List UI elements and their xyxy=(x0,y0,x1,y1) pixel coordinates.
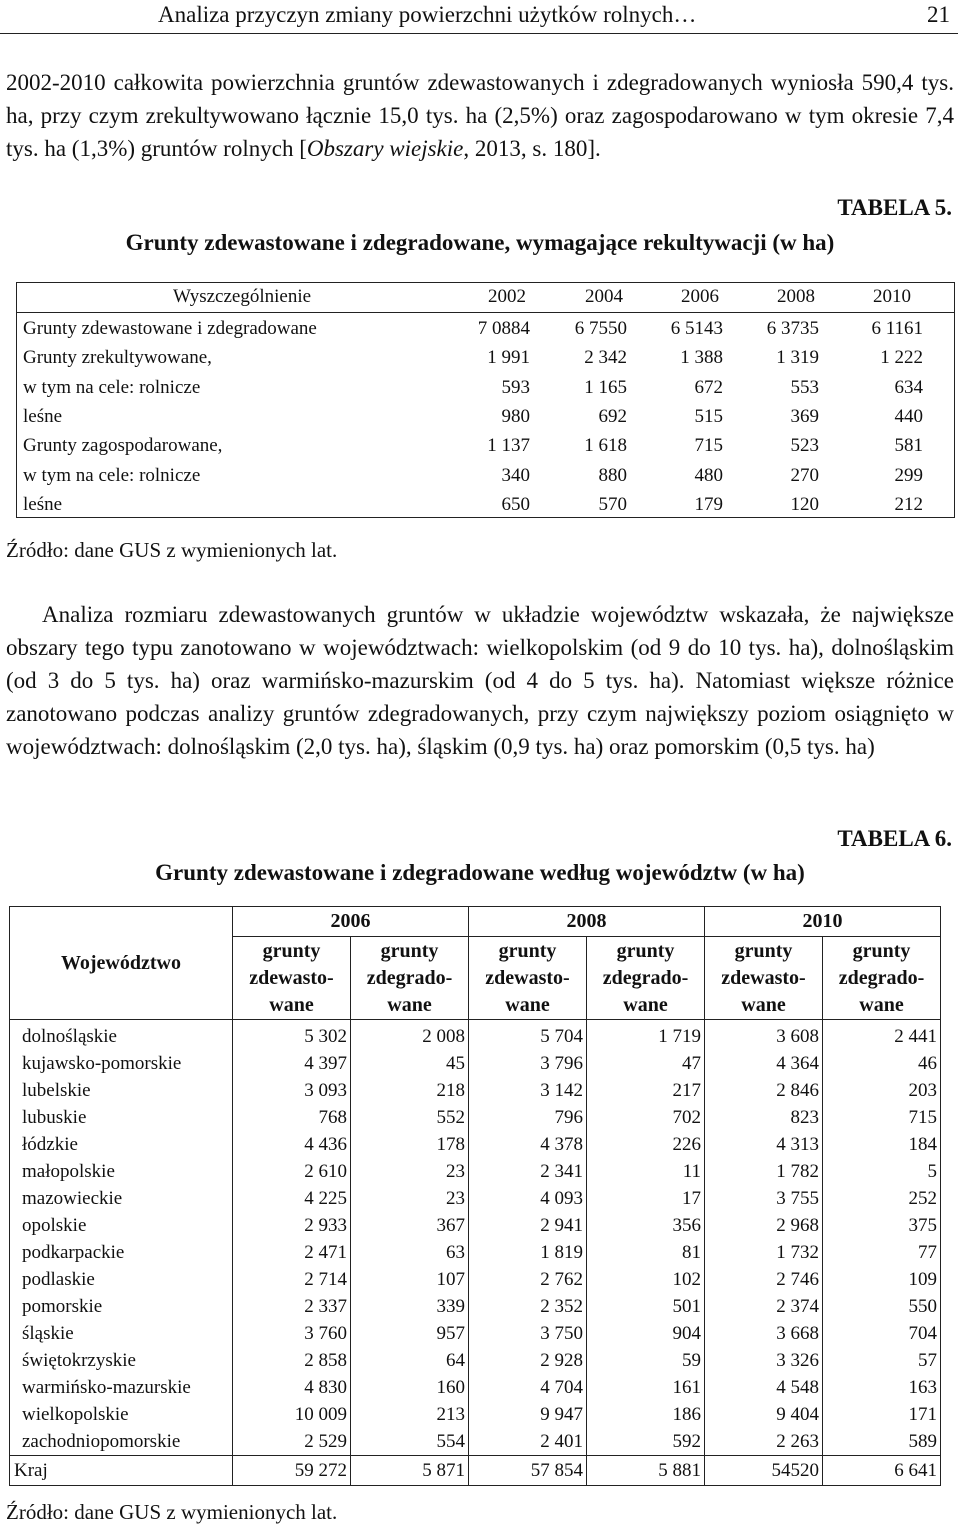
table5-cell: 2 342 xyxy=(584,347,627,369)
table6-total-cell: 57 854 xyxy=(469,1456,587,1486)
table5-year-header: 2008 xyxy=(777,286,815,307)
table6-row xyxy=(10,1104,941,1131)
table6-cell: 3 755 xyxy=(705,1185,823,1212)
table6-cell: 2 928 xyxy=(469,1347,587,1374)
table6-subheader-line: grunty xyxy=(262,939,321,962)
table6-title: Grunty zdewastowane i zdegradowane według województw (w ha) xyxy=(155,860,805,885)
table6-cell: 5 302 xyxy=(233,1020,351,1051)
table6-cell: 163 xyxy=(823,1374,941,1401)
table5-row xyxy=(17,462,954,491)
running-header xyxy=(0,0,958,34)
table6-cell: 2 714 xyxy=(233,1266,351,1293)
table6-row-label: lubelskie xyxy=(10,1077,233,1104)
table6-year-header: 2008 xyxy=(469,907,705,937)
table6-subheader-line: grunty xyxy=(852,939,911,962)
table6-cell: 554 xyxy=(351,1428,469,1456)
table5-cell: 7 0884 xyxy=(477,318,530,339)
table5-cell: 1 319 xyxy=(776,347,819,369)
table6-subheader-line: grunty xyxy=(734,939,793,962)
table6-row xyxy=(10,1212,941,1239)
table6-cell: 592 xyxy=(587,1428,705,1456)
table5-cell: 672 xyxy=(694,376,723,398)
table5-cell: 6 3735 xyxy=(766,318,819,339)
table5-year-header: 2004 xyxy=(585,286,623,307)
table5-cell: 1 618 xyxy=(584,435,627,457)
table5-cell: 880 xyxy=(598,464,627,486)
table5-cell: 1 991 xyxy=(487,347,530,369)
table6-col-devastated xyxy=(233,937,351,1020)
table6-cell: 2 374 xyxy=(705,1293,823,1320)
table6-cell: 3 668 xyxy=(705,1320,823,1347)
table6-subheader-line: zdegrado- xyxy=(366,966,453,989)
table6-cell: 102 xyxy=(587,1266,705,1293)
table6-total-label: Kraj xyxy=(10,1456,233,1486)
table6-cell: 2 610 xyxy=(233,1158,351,1185)
table6-cell: 1 732 xyxy=(705,1239,823,1266)
table6-total-cell: 5 881 xyxy=(587,1456,705,1486)
table6-cell: 339 xyxy=(351,1293,469,1320)
table6-subheader-line: wane xyxy=(387,993,432,1016)
table6-cell: 367 xyxy=(351,1212,469,1239)
table6-row xyxy=(10,1131,941,1158)
table6-row xyxy=(10,1158,941,1185)
table6-total-row xyxy=(10,1456,941,1486)
table6-cell: 2 746 xyxy=(705,1266,823,1293)
table5-cell: 715 xyxy=(694,435,723,457)
table5-cell: 692 xyxy=(598,405,627,427)
table6-row-label: śląskie xyxy=(10,1320,233,1347)
table5-cell: 650 xyxy=(501,493,530,515)
table6-cell: 226 xyxy=(587,1131,705,1158)
table6-cell: 2 341 xyxy=(469,1158,587,1185)
table6-cell: 552 xyxy=(351,1104,469,1131)
table5-cell: 369 xyxy=(790,405,819,427)
table5-row-label: w tym na cele: rolnicze xyxy=(23,376,201,398)
table5-cell: 270 xyxy=(790,464,819,486)
table6-cell: 2 263 xyxy=(705,1428,823,1456)
running-header-title: Analiza przyczyn zmiany powierzchni użytków rolnych… xyxy=(158,2,697,27)
table6-cell: 178 xyxy=(351,1131,469,1158)
paragraph-intro xyxy=(6,66,954,165)
table5-cell: 6 7550 xyxy=(574,318,627,339)
table5-header-label: Wyszczególnienie xyxy=(172,286,312,307)
table6-cell: 375 xyxy=(823,1212,941,1239)
table6-row xyxy=(10,1428,941,1456)
table6-cell: 2 441 xyxy=(823,1020,941,1051)
table6-cell: 2 008 xyxy=(351,1020,469,1051)
table6-cell: 2 846 xyxy=(705,1077,823,1104)
table5-cell: 480 xyxy=(694,464,723,486)
table6-cell: 11 xyxy=(587,1158,705,1185)
table5-cell: 553 xyxy=(790,376,819,398)
table6-cell: 4 378 xyxy=(469,1131,587,1158)
table5-year-header: 2006 xyxy=(681,286,719,307)
table5-cell: 980 xyxy=(501,405,530,427)
table5-row xyxy=(17,403,954,432)
table5-row xyxy=(17,491,954,520)
table6-row-label: pomorskie xyxy=(10,1293,233,1320)
table6-source: Źródło: dane GUS z wymienionych lat. xyxy=(6,1500,338,1524)
table5-row-label: Grunty zrekultywowane, xyxy=(23,347,212,369)
table5-year-header: 2002 xyxy=(488,286,526,307)
paragraph-analysis-text: Analiza rozmiaru zdewastowanych gruntów w układzie województw wskazała, że największe obszary tego typu zanotowano w województwach: wielkopolskim (od 9 do 10 tys. ha), dolnośląskim (od 3 do 5 tys. ha) oraz warmińsko-mazurskim (od 4 do 5 tys. ha). Natomiast większe różnice zanotowano podczas analizy gruntów zdegradowanych, przy czym największy poziom osiągnięto w województwach: dolnośląskim (2,0 tys. ha), śląskim (0,9 tys. ha) oraz pomorskim (0,5 tys. ha) xyxy=(6,602,954,759)
table5-cell: 515 xyxy=(694,405,723,427)
table6-cell: 3 750 xyxy=(469,1320,587,1347)
table6-subheader-line: grunty xyxy=(616,939,675,962)
table6-cell: 704 xyxy=(823,1320,941,1347)
table6-cell: 4 093 xyxy=(469,1185,587,1212)
table6-total-cell: 54520 xyxy=(705,1456,823,1486)
table6-cell: 589 xyxy=(823,1428,941,1456)
table6-row xyxy=(10,1401,941,1428)
table6-row-label: świętokrzyskie xyxy=(10,1347,233,1374)
table5-row-label: Grunty zagospodarowane, xyxy=(23,435,223,457)
table6-cell: 3 608 xyxy=(705,1020,823,1051)
table6-cell: 768 xyxy=(233,1104,351,1131)
table5-cell: 340 xyxy=(501,464,530,486)
table6-cell: 9 404 xyxy=(705,1401,823,1428)
table6-cell: 46 xyxy=(823,1050,941,1077)
paragraph-intro-text-end: , 2013, s. 180]. xyxy=(463,136,601,161)
table6-subheader-line: wane xyxy=(741,993,786,1016)
table5-cell: 634 xyxy=(894,376,923,398)
table6-cell: 9 947 xyxy=(469,1401,587,1428)
table5-cell: 581 xyxy=(894,435,923,457)
table6-cell: 213 xyxy=(351,1401,469,1428)
table6-row xyxy=(10,1266,941,1293)
table6-cell: 4 225 xyxy=(233,1185,351,1212)
table6-row xyxy=(10,1050,941,1077)
table6-cell: 59 xyxy=(587,1347,705,1374)
table6-cell: 4 397 xyxy=(233,1050,351,1077)
table5-cell: 212 xyxy=(894,493,923,515)
table5-cell: 120 xyxy=(790,493,819,515)
table6-cell: 47 xyxy=(587,1050,705,1077)
table6 xyxy=(9,906,941,1486)
table6-subheader-line: zdewasto- xyxy=(249,966,334,989)
table6-subheader-line: zdewasto- xyxy=(721,966,806,989)
table6-row-label: lubuskie xyxy=(10,1104,233,1131)
table5-cell: 179 xyxy=(694,493,723,515)
table6-cell: 109 xyxy=(823,1266,941,1293)
table6-row-label: małopolskie xyxy=(10,1158,233,1185)
table6-cell: 4 548 xyxy=(705,1374,823,1401)
table6-cell: 4 436 xyxy=(233,1131,351,1158)
table5-title: Grunty zdewastowane i zdegradowane, wymagające rekultywacji (w ha) xyxy=(125,230,835,255)
table6-total-cell: 5 871 xyxy=(351,1456,469,1486)
table6-cell: 186 xyxy=(587,1401,705,1428)
table6-cell: 5 xyxy=(823,1158,941,1185)
table6-row-label: opolskie xyxy=(10,1212,233,1239)
table6-label: TABELA 6. xyxy=(837,826,952,851)
table6-cell: 501 xyxy=(587,1293,705,1320)
table6-cell: 217 xyxy=(587,1077,705,1104)
table6-row-label: dolnośląskie xyxy=(10,1020,233,1051)
table6-row-label: zachodniopomorskie xyxy=(10,1428,233,1456)
table6-cell: 904 xyxy=(587,1320,705,1347)
table6-cell: 2 968 xyxy=(705,1212,823,1239)
table6-row-label: podkarpackie xyxy=(10,1239,233,1266)
table6-cell: 57 xyxy=(823,1347,941,1374)
table6-year-row xyxy=(10,907,941,937)
table6-col-voivodeship: Województwo xyxy=(10,907,233,1020)
table5-row xyxy=(17,315,954,344)
table6-subheader-line: wane xyxy=(859,993,904,1016)
table5-cell: 1 222 xyxy=(880,347,923,369)
paragraph-intro-text: 2002-2010 całkowita powierzchnia gruntów zdewastowanych i zdegradowanych wyniosła 590,4 tys. ha, przy czym zrekultywowano łącznie 15,0 tys. ha (2,5%) oraz zagospodarowano w tym okresie 7,4 tys. ha (1,3%) gruntów rolnych [ xyxy=(6,70,954,161)
table6-col-devastated xyxy=(469,937,587,1020)
table6-cell: 184 xyxy=(823,1131,941,1158)
table6-col-degraded xyxy=(587,937,705,1020)
table5-source: Źródło: dane GUS z wymienionych lat. xyxy=(6,538,338,562)
table6-row-label: łódzkie xyxy=(10,1131,233,1158)
table5-cell: 440 xyxy=(894,405,923,427)
table6-total-cell: 6 641 xyxy=(823,1456,941,1486)
table6-row xyxy=(10,1320,941,1347)
table6-subheader-line: wane xyxy=(505,993,550,1016)
table6-subheader-line: zdegrado- xyxy=(838,966,925,989)
table6-col-degraded xyxy=(823,937,941,1020)
table6-row xyxy=(10,1020,941,1051)
table6-cell: 1 782 xyxy=(705,1158,823,1185)
table6-subheader-line: zdegrado- xyxy=(602,966,689,989)
table5-label: TABELA 5. xyxy=(837,195,952,220)
table6-row-label: wielkopolskie xyxy=(10,1401,233,1428)
table6-cell: 2 529 xyxy=(233,1428,351,1456)
table5-cell: 6 5143 xyxy=(670,318,723,339)
table6-cell: 2 401 xyxy=(469,1428,587,1456)
table6-subheader-line: wane xyxy=(623,993,668,1016)
table6-col-degraded xyxy=(351,937,469,1020)
table6-year-header: 2010 xyxy=(705,907,941,937)
table6-cell: 107 xyxy=(351,1266,469,1293)
table6-cell: 1 719 xyxy=(587,1020,705,1051)
table6-cell: 715 xyxy=(823,1104,941,1131)
table6-cell: 45 xyxy=(351,1050,469,1077)
table6-cell: 171 xyxy=(823,1401,941,1428)
table6-row xyxy=(10,1239,941,1266)
table5-row xyxy=(17,344,954,373)
table6-cell: 77 xyxy=(823,1239,941,1266)
citation-title: Obszary wiejskie xyxy=(306,136,464,161)
table6-cell: 2 762 xyxy=(469,1266,587,1293)
table5 xyxy=(16,282,955,518)
table6-year-header: 2006 xyxy=(233,907,469,937)
table6-cell: 823 xyxy=(705,1104,823,1131)
table5-row-label: w tym na cele: rolnicze xyxy=(23,464,201,486)
table5-cell: 1 388 xyxy=(680,347,723,369)
table6-body xyxy=(10,1020,941,1486)
table6-subheader-line: grunty xyxy=(498,939,557,962)
table6-cell: 5 704 xyxy=(469,1020,587,1051)
table5-row xyxy=(17,374,954,403)
table5-row-label: Grunty zdewastowane i zdegradowane xyxy=(23,318,317,339)
table6-cell: 356 xyxy=(587,1212,705,1239)
table6-row xyxy=(10,1077,941,1104)
table5-cell: 1 165 xyxy=(584,376,627,398)
table6-cell: 218 xyxy=(351,1077,469,1104)
table6-cell: 4 704 xyxy=(469,1374,587,1401)
table6-subheader-line: grunty xyxy=(380,939,439,962)
table6-cell: 702 xyxy=(587,1104,705,1131)
table6-row-label: mazowieckie xyxy=(10,1185,233,1212)
table5-cell: 523 xyxy=(790,435,819,457)
table5-row-label: leśne xyxy=(23,493,63,515)
table6-cell: 160 xyxy=(351,1374,469,1401)
table6-cell: 23 xyxy=(351,1158,469,1185)
table6-cell: 252 xyxy=(823,1185,941,1212)
table6-cell: 1 819 xyxy=(469,1239,587,1266)
table6-cell: 4 830 xyxy=(233,1374,351,1401)
table6-cell: 3 142 xyxy=(469,1077,587,1104)
table6-cell: 2 337 xyxy=(233,1293,351,1320)
table6-cell: 2 941 xyxy=(469,1212,587,1239)
table5-cell: 6 1161 xyxy=(871,318,923,339)
table5-cell: 593 xyxy=(501,376,530,398)
table6-cell: 957 xyxy=(351,1320,469,1347)
table6-cell: 796 xyxy=(469,1104,587,1131)
table6-cell: 81 xyxy=(587,1239,705,1266)
table5-cell: 570 xyxy=(598,493,627,515)
table6-cell: 3 326 xyxy=(705,1347,823,1374)
table6-cell: 63 xyxy=(351,1239,469,1266)
table6-cell: 4 364 xyxy=(705,1050,823,1077)
table6-subheader-line: zdewasto- xyxy=(485,966,570,989)
table6-col-devastated xyxy=(705,937,823,1020)
table6-row-label: kujawsko-pomorskie xyxy=(10,1050,233,1077)
table6-cell: 2 933 xyxy=(233,1212,351,1239)
table6-cell: 2 471 xyxy=(233,1239,351,1266)
table6-row xyxy=(10,1185,941,1212)
table6-total-cell: 59 272 xyxy=(233,1456,351,1486)
table6-row xyxy=(10,1374,941,1401)
page-number: 21 xyxy=(927,2,950,27)
table6-row-label: warmińsko-mazurskie xyxy=(10,1374,233,1401)
table6-cell: 3 093 xyxy=(233,1077,351,1104)
table6-row xyxy=(10,1293,941,1320)
table6-cell: 23 xyxy=(351,1185,469,1212)
table6-cell: 2 858 xyxy=(233,1347,351,1374)
table6-cell: 10 009 xyxy=(233,1401,351,1428)
table6-cell: 550 xyxy=(823,1293,941,1320)
table6-subheader-line: wane xyxy=(269,993,314,1016)
table6-cell: 64 xyxy=(351,1347,469,1374)
table5-row xyxy=(17,432,954,461)
table6-cell: 161 xyxy=(587,1374,705,1401)
table5-header-row xyxy=(17,283,954,313)
paragraph-analysis xyxy=(6,598,954,763)
table6-cell: 3 796 xyxy=(469,1050,587,1077)
table5-year-header: 2010 xyxy=(873,286,911,307)
table5-cell: 299 xyxy=(894,464,923,486)
table5-row-label: leśne xyxy=(23,405,63,427)
table6-cell: 2 352 xyxy=(469,1293,587,1320)
table6-row-label: podlaskie xyxy=(10,1266,233,1293)
table6-row xyxy=(10,1347,941,1374)
table6-cell: 203 xyxy=(823,1077,941,1104)
table6-cell: 4 313 xyxy=(705,1131,823,1158)
table6-cell: 17 xyxy=(587,1185,705,1212)
table6-cell: 3 760 xyxy=(233,1320,351,1347)
table5-cell: 1 137 xyxy=(487,435,530,457)
